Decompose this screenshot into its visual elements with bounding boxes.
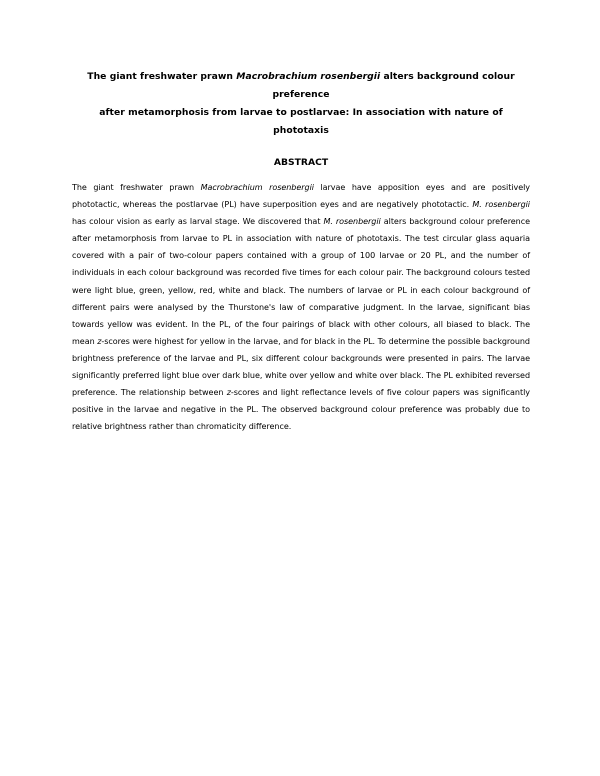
paper-page	[72, 68, 530, 435]
title-line2: after metamorphosis from larvae to postlarvae: In association with nature of phototaxis	[99, 107, 503, 136]
abstract-species: Macrobrachium rosenbergii	[200, 183, 314, 192]
abstract-text: has colour vision as early as larval stage. We discovered that	[72, 217, 324, 227]
abstract-species: M. rosenbergii	[472, 200, 530, 210]
abstract-heading: ABSTRACT	[273, 157, 329, 168]
abstract-text: alters background colour preference after metamorphosis from larvae to PL in association with nature of phototaxis. The test circular glass aquaria covered with a pair of two-colour papers contained with a group of 100 larvae or 20 PL, and the number of individuals in each colour background was recorded five times for each colour pair. The background colours tested were light blue, green, yellow, red, white and black. The numbers of larvae or PL in each colour background of different pairs were analysed by the Thurstone's law of comparative judgment. In the larvae, significant bias towards yellow was evident. In the PL, of the four pairings of black with other colours, all biased to black. The mean	[72, 217, 531, 346]
abstract-text: -scores were highest for yellow in the larvae, and for black in the PL. To determine the possible background brightness preference of the larvae and PL, six different colour backgrounds were presented in pairs. The larvae significantly preferred light blue over dark blue, white over yellow and white over black. The PL exhibited reversed preference. The relationship between	[72, 336, 530, 398]
abstract-text: larvae have apposition eyes and are positively phototactic, whereas the postlarvae (PL) have superposition eyes and are negatively phototactic.	[72, 183, 530, 210]
z-score-symbol: z	[97, 336, 102, 346]
abstract-text: The giant freshwater prawn	[72, 183, 201, 192]
paper-title	[72, 68, 530, 140]
title-line1-pre: The giant freshwater prawn	[87, 71, 237, 82]
z-score-symbol: z	[226, 388, 231, 398]
abstract-body	[72, 179, 530, 435]
abstract-text: -scores and light reflectance levels of five colour papers was significantly positive in the larvae and negative in the PL. The observed background colour preference was probably due to relative brightness rather than chromaticity difference.	[72, 388, 530, 432]
abstract-species: M. rosenbergii	[323, 217, 381, 227]
title-species-name: Macrobrachium rosenbergii	[236, 71, 381, 82]
title-line1-post: alters background colour preference	[272, 71, 515, 100]
